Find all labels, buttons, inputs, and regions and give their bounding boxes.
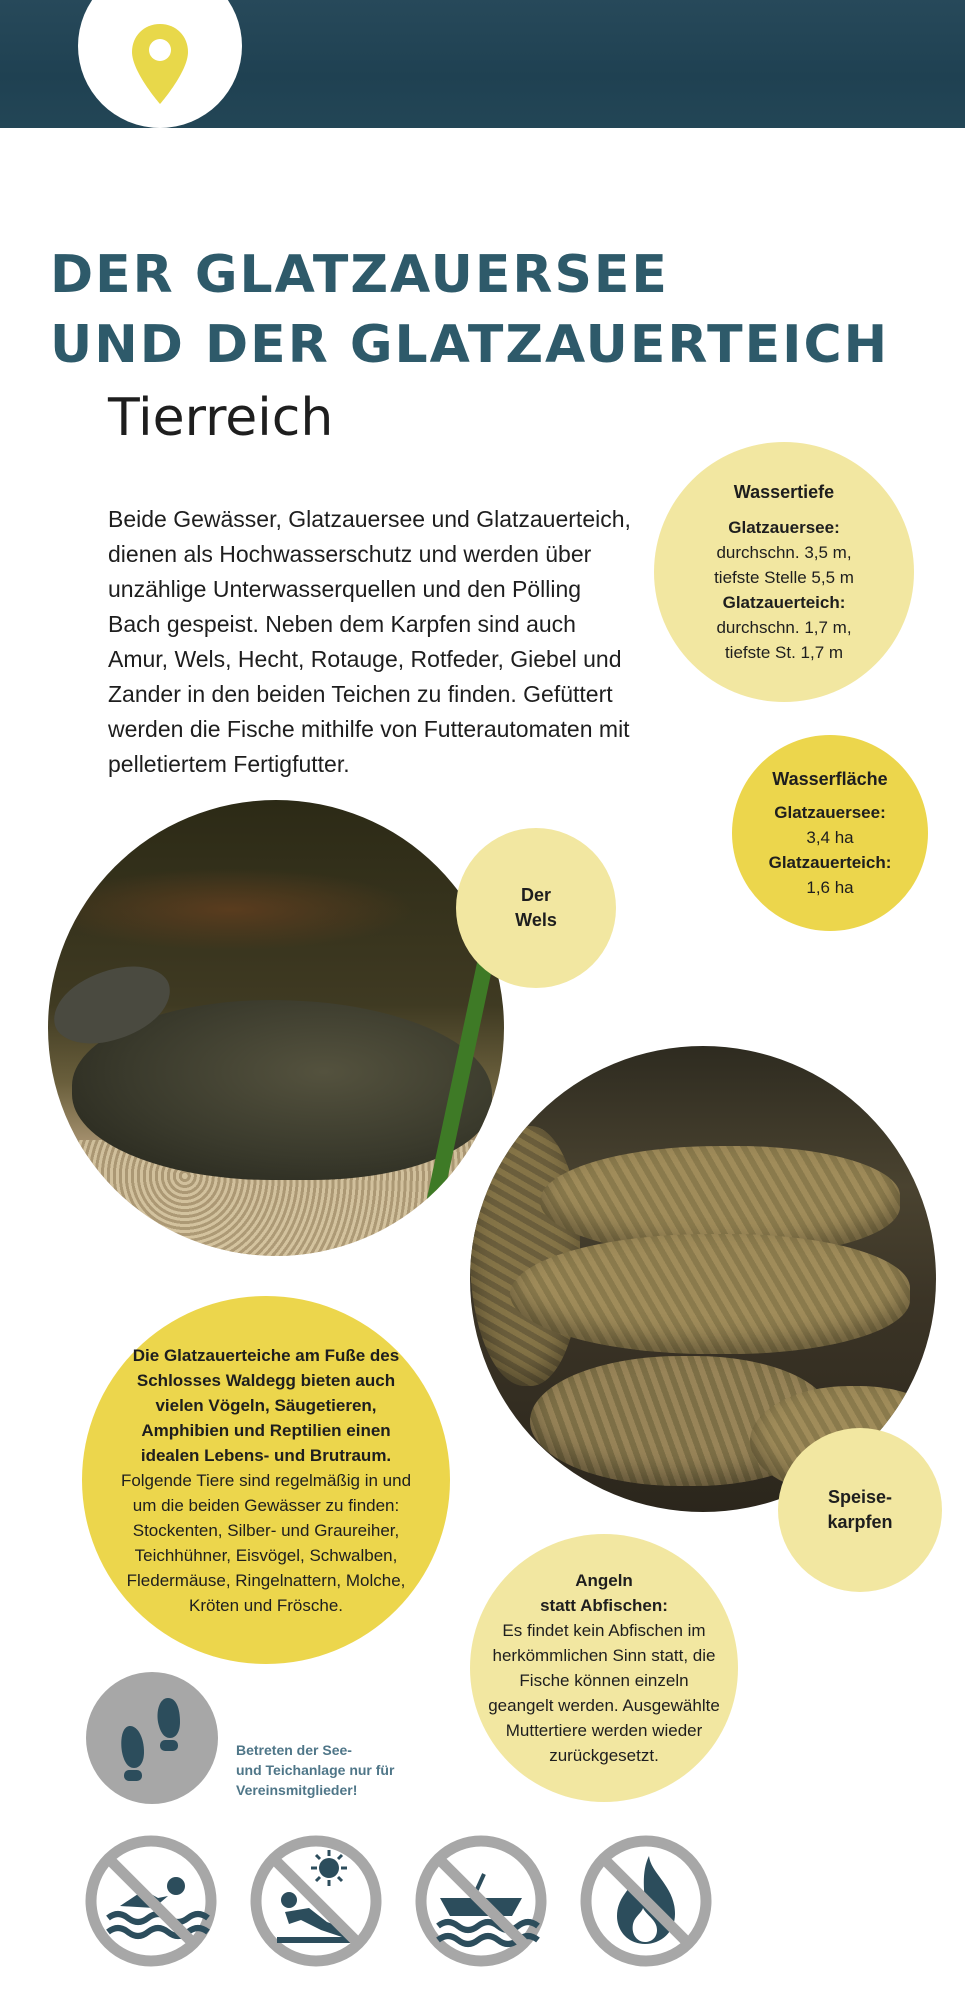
- wildlife-text: [116, 1343, 416, 1618]
- area-teich-value: 1,6 ha: [806, 877, 854, 897]
- depth-see-line1: durchschn. 3,5 m,: [716, 542, 852, 562]
- depth-teich-line1: durchschn. 1,7 m,: [716, 617, 852, 637]
- title-line-1: DER GLATZAUERSEE: [50, 245, 669, 305]
- area-see-value: 3,4 ha: [806, 827, 854, 847]
- notice-line1: Betreten der See-: [236, 1742, 352, 1758]
- wildlife-text-bold: Die Glatzauerteiche am Fuße des Schlosses Waldegg bieten auch vielen Vögeln, Säugetieren, Amphibien und Reptilien einen idealen Lebens- und Brutraum.: [132, 1345, 400, 1465]
- water-depth-info: [654, 442, 914, 702]
- footprints-badge: [86, 1672, 218, 1804]
- karpfen-label: [778, 1428, 942, 1592]
- footprints-icon: [116, 1696, 188, 1782]
- no-boating-icon: [414, 1834, 548, 1968]
- no-swimming-icon: [84, 1834, 218, 1968]
- karpfen-label-line1: Speise-: [827, 1487, 893, 1507]
- notice-line2: und Teichanlage nur für: [236, 1762, 395, 1778]
- wildlife-info: [82, 1296, 450, 1664]
- fishing-info: [470, 1534, 738, 1802]
- wildlife-text-rest: Folgende Tiere sind regelmäßig in und um die beiden Gewässer zu finden: Stockenten, Silber- und Graureiher, Teichhühner, Eisvögel, Schwalben, Fledermäuse, Ringelnattern, Molche, Kröten und Frösche.: [120, 1470, 412, 1615]
- depth-teich-line2: tiefste St. 1,7 m: [724, 642, 844, 662]
- depth-see-label: Glatzauersee:: [728, 517, 840, 537]
- no-fire-icon: [579, 1834, 713, 1968]
- intro-text: Beide Gewässer, Glatzauersee und Glatzauerteich, dienen als Hochwasserschutz und werden über unzählige Unterwasserquellen und den Pölling Bach gespeist. Neben dem Karpfen sind auch Amur, Wels, Hecht, Rotauge, Rotfeder, Giebel und Zander in den beiden Teichen zu finden. Gefüttert werden die Fische mithilfe von Futterautomaten mit pelletiertem Fertigfutter.: [108, 506, 631, 777]
- catfish-photo: [48, 800, 504, 1256]
- fishing-heading-1: Angeln: [575, 1571, 633, 1590]
- area-see-label: Glatzauersee:: [774, 802, 886, 822]
- fishing-body: Es findet kein Abfischen im herkömmlichen Sinn statt, die Fische können einzeln geangelt werden. Ausgewählte Muttertiere werden wieder zurückgesetzt.: [488, 1621, 720, 1765]
- page-title: [50, 240, 889, 380]
- carp-fish: [510, 1234, 910, 1354]
- no-sunbathing-icon: [249, 1834, 383, 1968]
- map-pin-icon: [130, 22, 190, 106]
- notice-line3: Vereinsmitglieder!: [236, 1782, 358, 1798]
- title-line-2: UND DER GLATZAUERTEICH: [50, 315, 890, 375]
- karpfen-label-line2: karpfen: [827, 1512, 893, 1532]
- wels-label-line2: Wels: [515, 910, 557, 930]
- depth-see-line2: tiefste Stelle 5,5 m: [714, 567, 854, 587]
- wels-label: [456, 828, 616, 988]
- water-area-heading: Wasserfläche: [772, 768, 888, 789]
- page-subtitle: Tierreich: [108, 388, 334, 448]
- area-teich-label: Glatzauerteich:: [768, 852, 892, 872]
- depth-teich-label: Glatzauerteich:: [722, 592, 846, 612]
- members-only-notice: [236, 1740, 416, 1800]
- water-area-info: [732, 735, 928, 931]
- wels-label-line1: Der: [520, 885, 551, 905]
- water-depth-heading: Wassertiefe: [733, 481, 835, 502]
- fishing-heading-2: statt Abfischen:: [540, 1596, 668, 1615]
